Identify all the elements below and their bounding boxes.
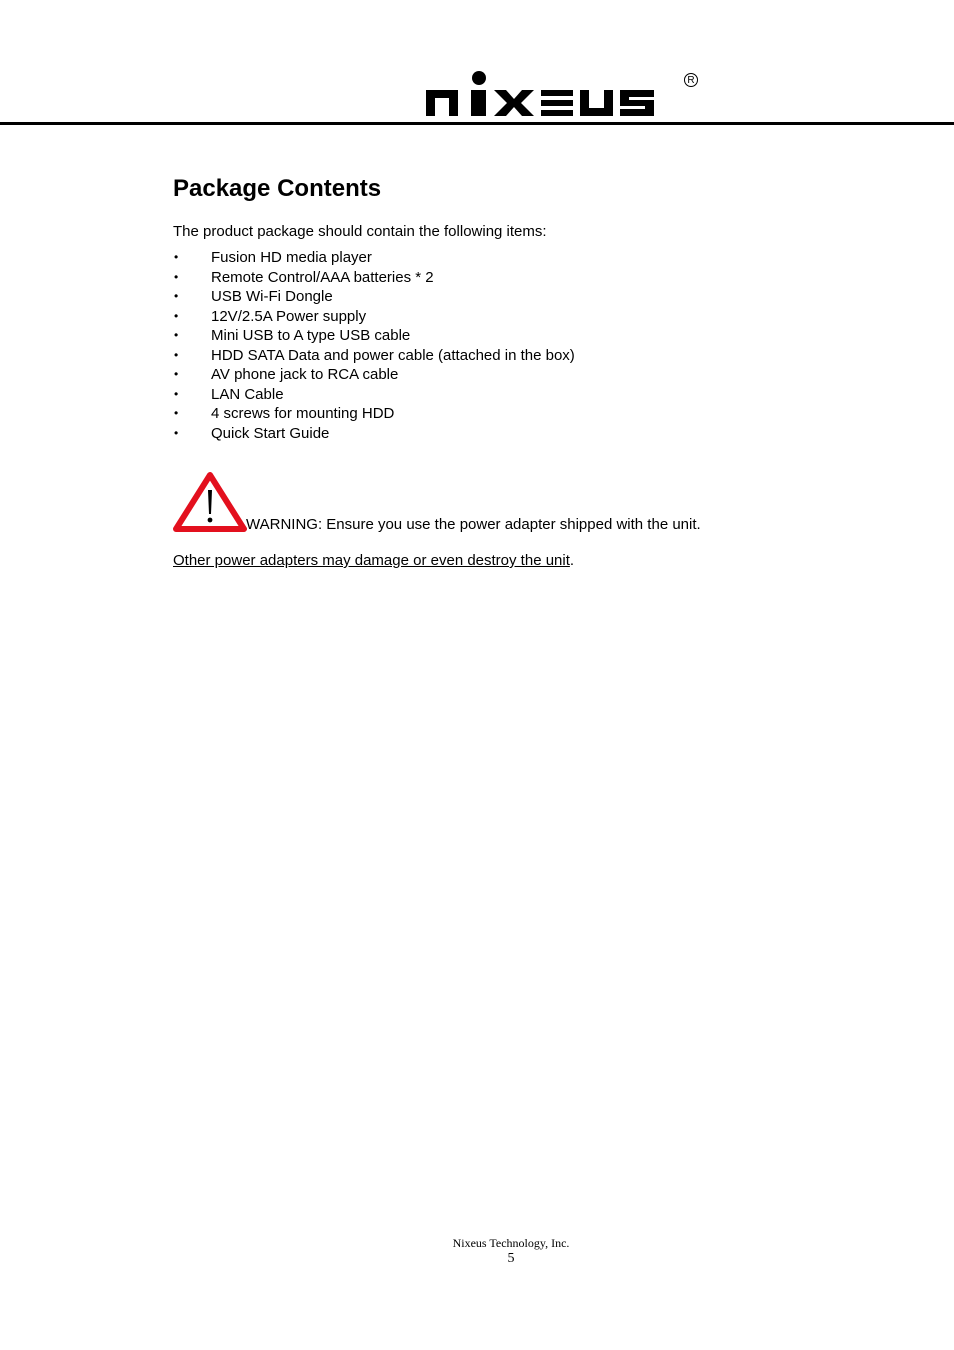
bullet-icon: • <box>174 289 179 303</box>
warning-note: Other power adapters may damage or even destroy the unit. <box>173 552 575 569</box>
warning-text: WARNING: Ensure you use the power adapter shipped with the unit. <box>246 516 701 533</box>
warning-note-underlined: Other power adapters may damage or even destroy the unit <box>173 552 570 569</box>
warning-triangle-icon <box>173 472 247 532</box>
bullet-icon: • <box>174 269 179 284</box>
list-item: • LAN Cable <box>174 385 284 403</box>
intro-text: The product package should contain the following items: <box>173 223 547 240</box>
bullet-icon: • <box>174 328 179 342</box>
list-item: • Fusion HD media player <box>174 249 372 266</box>
bullet-icon: • <box>174 367 179 381</box>
list-item: • Mini USB to A type USB cable <box>174 327 411 344</box>
page-number: 5 <box>507 1251 515 1266</box>
page-title: Package Contents <box>173 175 382 202</box>
list-item: • HDD SATA Data and power cable (attached in the box) <box>174 346 575 364</box>
footer-company: Nixeus Technology, Inc. <box>452 1236 570 1250</box>
bullet-icon: • <box>174 347 179 362</box>
bullet-icon: • <box>174 425 179 440</box>
list-item: • 4 screws for mounting HDD <box>174 405 395 422</box>
bullet-icon: • <box>174 386 179 401</box>
registered-mark: R <box>684 73 698 87</box>
list-item: • Remote Control/AAA batteries * 2 <box>174 268 434 286</box>
bullet-icon: • <box>174 250 179 264</box>
list-item: • 12V/2.5A Power supply <box>174 307 367 325</box>
nixeus-logo <box>424 70 700 120</box>
list-item: • AV phone jack to RCA cable <box>174 366 399 383</box>
bullet-icon: • <box>174 308 179 323</box>
bullet-icon: • <box>174 406 179 420</box>
header-rule <box>0 122 954 125</box>
package-contents-list <box>173 248 575 443</box>
list-item: • USB Wi-Fi Dongle <box>174 288 333 305</box>
list-item: • Quick Start Guide <box>174 424 330 442</box>
